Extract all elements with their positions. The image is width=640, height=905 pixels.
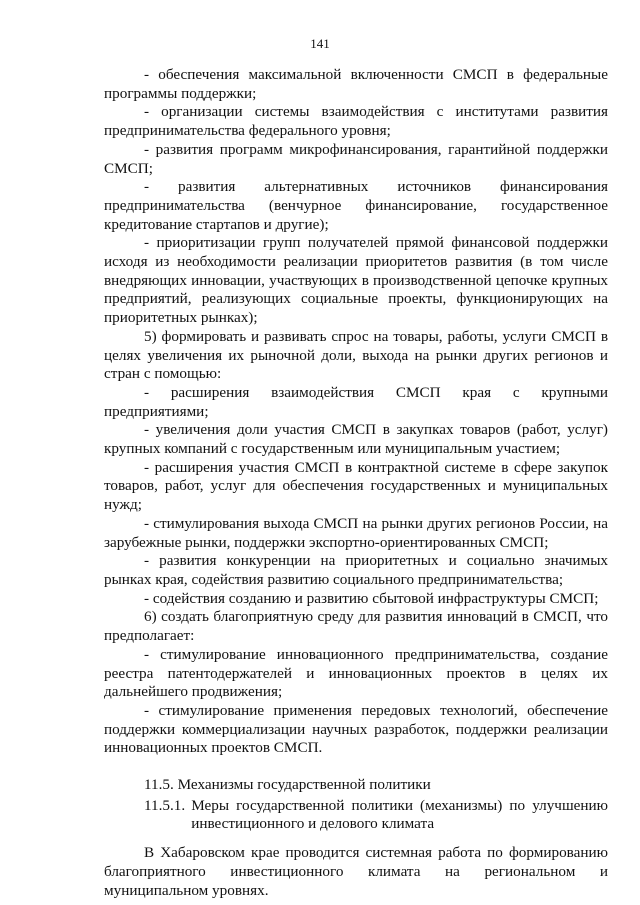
spacer [104,758,608,776]
paragraph: - стимулирования выхода СМСП на рынки других регионов России, на зарубежные рынки, поддержки экспортно-ориентированных СМСП; [104,514,608,551]
paragraph: - расширения участия СМСП в контрактной системе в сфере закупок товаров, работ, услуг для обеспечения государственных и муниципальных нужд; [104,458,608,514]
paragraph: - приоритизации групп получателей прямой финансовой поддержки исходя из необходимости реализации приоритетов развития (в том числе внедряющих инновации, участвующих в производственной цепочке крупных предприятий, реализующих социальные проекты, функционирующих на приоритетных рынках); [104,234,608,327]
page-number: 141 [310,36,330,51]
paragraph: 5) формировать и развивать спрос на товары, работы, услуги СМСП в целях увеличения их рыночной доли, выхода на рынки других регионов и стран с помощью: [104,327,608,383]
paragraph: - увеличения доли участия СМСП в закупках товаров (работ, услуг) крупных компаний с государственным или муниципальным участием; [104,421,608,458]
document-body [104,66,608,900]
spacer [104,834,608,844]
paragraph: - развития альтернативных источников финансирования предпринимательства (венчурное финансирование, государственное кредитование стартапов и другие); [104,178,608,233]
section-title: 11.5. Механизмы государственной политики [144,776,431,794]
paragraph: - стимулирование инновационного предпринимательства, создание реестра патентодержателей и инновационных проектов в целях их дальнейшего продвижения; [104,645,608,701]
paragraph: - стимулирование применения передовых технологий, обеспечение поддержки коммерциализации научных разработок, поддержки реализации инновационных проектов СМСП. [104,701,608,757]
paragraph: - расширения взаимодействия СМСП края с крупными предприятиями; [104,383,608,420]
subsection-title: Меры государственной политики (механизмы) по улучшению инвестиционного и делового климата [191,796,608,833]
paragraph: - развития конкуренции на приоритетных и социально значимых рынках края, содействия развитию социального предпринимательства; [104,552,608,588]
paragraph: - обеспечения максимальной включенности СМСП в федеральные программы поддержки; [104,66,608,102]
subsection-heading [144,797,608,834]
paragraph: - содействия созданию и развитию сбытовой инфраструктуры СМСП; [144,589,599,607]
closing-paragraph: В Хабаровском крае проводится системная работа по формированию благоприятного инвестиционного климата на региональном и муниципальном уровнях. [104,844,608,899]
paragraph: 6) создать благоприятную среду для развития инноваций в СМСП, что предполагает: [104,608,608,645]
subsection-number: 11.5.1. [144,796,186,814]
paragraph: - развития программ микрофинансирования, гарантийной поддержки СМСП; [104,140,608,177]
paragraph: - организации системы взаимодействия с институтами развития предпринимательства федерального уровня; [104,103,608,140]
